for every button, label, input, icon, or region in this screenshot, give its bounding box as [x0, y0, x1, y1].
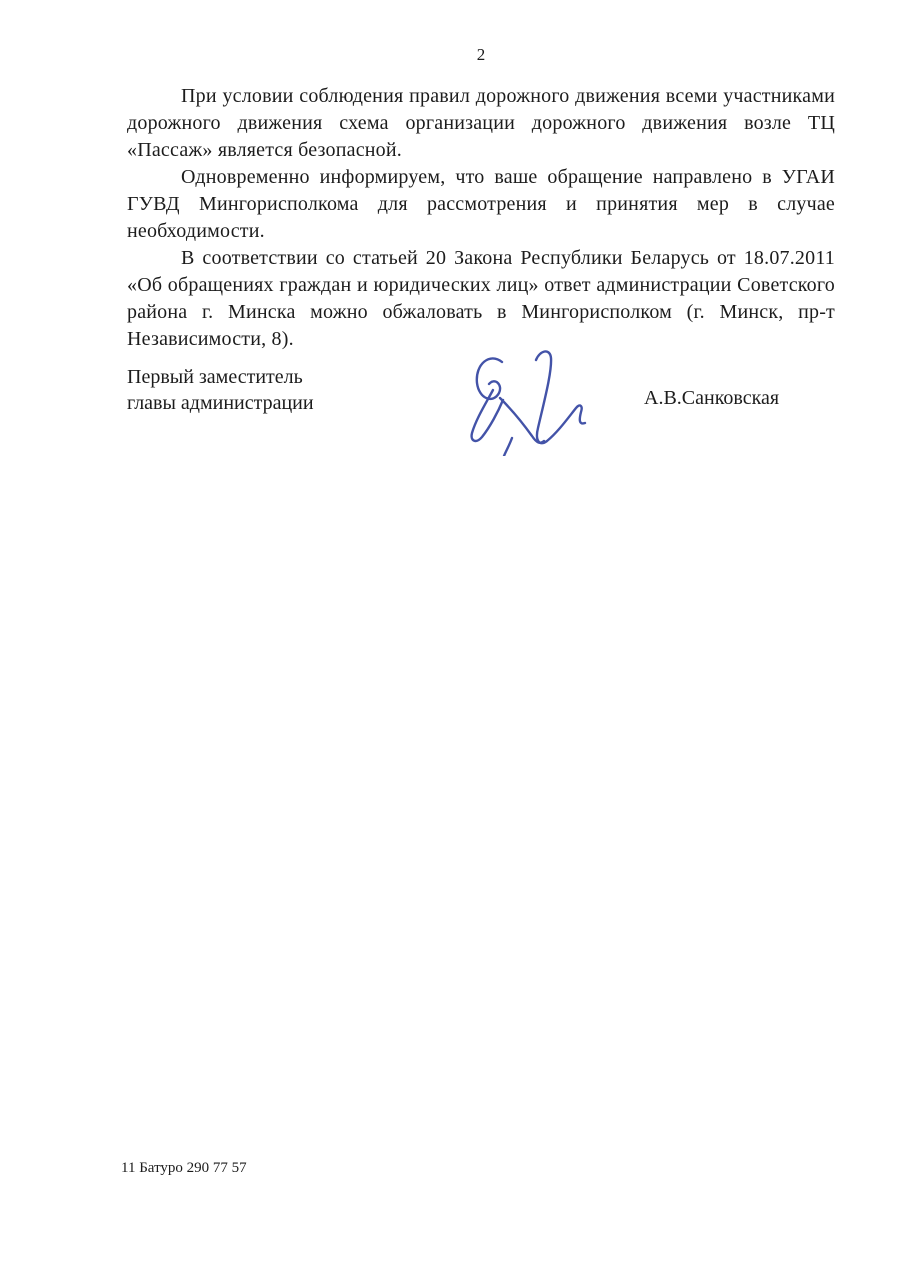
- paragraph-appeal-rights: В соответствии со статьей 20 Закона Республики Беларусь от 18.07.2011 «Об обращениях граждан и юридических лиц» ответ администрации Советского района г. Минска можно обжаловать в Мингорисполком (г. Минск, пр-т Независимости, 8).: [127, 247, 835, 350]
- handwritten-signature-icon: [448, 346, 588, 456]
- signature-block: [0, 0, 898, 470]
- signer-job-title: [127, 364, 314, 416]
- signer-name: А.В.Санковская: [644, 387, 780, 409]
- page-number: 2: [476, 45, 486, 64]
- signer-job-title-line2: главы администрации: [127, 392, 314, 414]
- paragraph-road-safety: При условии соблюдения правил дорожного движения всеми участниками дорожного движения схема организации дорожного движения возле ТЦ «Пассаж» является безопасной.: [127, 85, 835, 161]
- executor-reference: 11 Батуро 290 77 57: [121, 1160, 247, 1176]
- signer-job-title-line1: Первый заместитель: [127, 366, 303, 388]
- paragraph-forwarded-to-ugai: Одновременно информируем, что ваше обращение направлено в УГАИ ГУВД Мингорисполкома для рассмотрения и принятия мер в случае необходимости.: [127, 166, 835, 242]
